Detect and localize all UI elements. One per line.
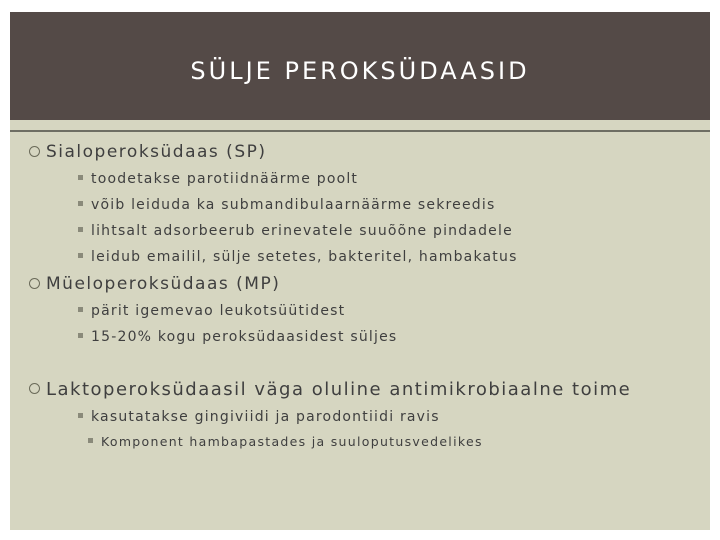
bullet-text: Sialoperoksüdaas (SP) <box>46 142 267 162</box>
slide-title: SÜLJE PEROKSÜDAASID <box>190 57 530 85</box>
title-divider <box>10 130 710 132</box>
slide <box>10 12 710 530</box>
sub-bullet: lihtsalt adsorbeerub erinevatele suuõõne pindadele <box>78 223 513 239</box>
bullet-sp <box>46 142 267 162</box>
sub-bullet: leidub emailil, sülje setetes, bakteritel, hambakatus <box>78 249 518 265</box>
bullet-lp <box>46 379 631 400</box>
bullet-text: Müeloperoksüdaas (MP) <box>46 274 281 294</box>
square-bullet-icon <box>78 175 83 180</box>
ring-bullet-icon <box>29 278 40 289</box>
sub-bullet: võib leiduda ka submandibulaarnäärme sekreedis <box>78 197 495 213</box>
square-bullet-icon <box>78 201 83 206</box>
sub-bullet: pärit igemevao leukotsüütidest <box>78 303 345 319</box>
sub-sub-bullet: Komponent hambapastades ja suuloputusvedelikes <box>88 434 483 449</box>
square-bullet-icon <box>78 227 83 232</box>
ring-bullet-icon <box>29 383 40 394</box>
ring-bullet-icon <box>29 146 40 157</box>
square-bullet-icon <box>78 333 83 338</box>
sub-bullet: toodetakse parotiidnäärme poolt <box>78 171 358 187</box>
bullet-text: Laktoperoksüdaasil väga oluline antimikrobiaalne toime <box>46 379 632 400</box>
square-bullet-icon <box>78 253 83 258</box>
square-bullet-icon <box>78 307 83 312</box>
square-bullet-icon <box>78 413 83 418</box>
sub-bullet: kasutatakse gingiviidi ja parodontiidi ravis <box>78 409 440 425</box>
bullet-mp <box>46 274 280 294</box>
sub-bullet: 15-20% kogu peroksüdaasidest süljes <box>78 329 397 345</box>
square-bullet-icon <box>88 438 93 443</box>
